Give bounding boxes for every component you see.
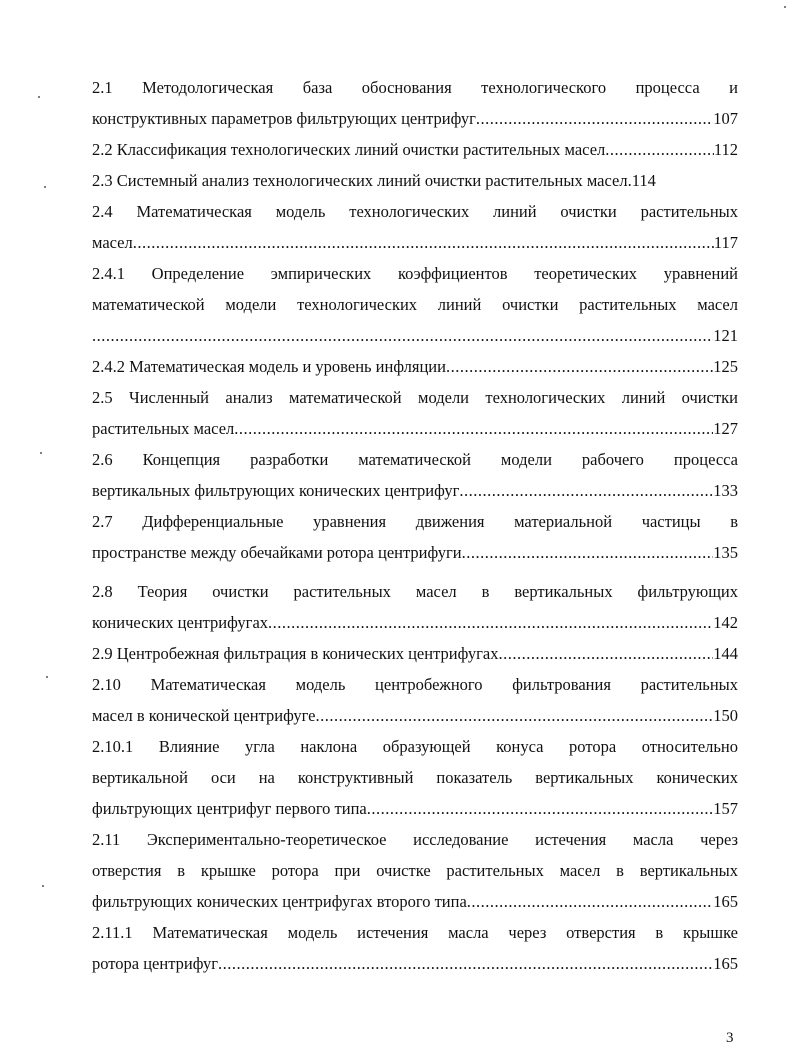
toc-entry-text: растительных масел [92, 419, 235, 438]
dot-leader [476, 103, 713, 134]
toc-entry-last-line [92, 475, 738, 506]
toc-entry-text: фильтрующих центрифуг первого типа [92, 799, 367, 818]
dot-leader [234, 413, 713, 444]
toc-entry-last-line [92, 793, 738, 824]
toc-entry-text: конических центрифугах [92, 613, 269, 632]
toc-entry [92, 824, 738, 917]
toc-entry [92, 258, 738, 351]
toc-entry [92, 134, 738, 165]
toc-entry [92, 669, 738, 731]
toc-entry [92, 165, 738, 196]
toc-entry [92, 351, 738, 382]
toc-entry-text: 2.6 Концепция разработки математической модели рабочего процесса [92, 450, 738, 469]
toc-entry-text: 2.10 Математическая модель центробежного фильтрования растительных [92, 675, 738, 694]
toc-entry [92, 576, 738, 638]
dot-leader [367, 793, 714, 824]
scan-speck [42, 885, 44, 887]
toc-entry [92, 444, 738, 506]
toc-entry-text: 2.3 Системный анализ технологических линий очистки растительных масел. [92, 171, 632, 190]
toc-entry-text: конструктивных параметров фильтрующих центрифуг [92, 109, 476, 128]
toc-entry-last-line [92, 886, 738, 917]
toc-page-number: 112 [713, 140, 738, 159]
toc-page-number: 114 [631, 171, 656, 190]
toc-entry [92, 72, 738, 134]
toc-entry [92, 506, 738, 568]
toc-entry-text: 2.8 Теория очистки растительных масел в вертикальных фильтрующих [92, 582, 738, 601]
toc-entry-text: 2.4.2 Математическая модель и уровень инфляции [92, 357, 446, 376]
toc-entry [92, 638, 738, 669]
toc-entry-text: вертикальной оси на конструктивный показатель вертикальных конических [92, 768, 738, 787]
scan-speck [40, 452, 42, 454]
toc-entry-last-line [92, 413, 738, 444]
toc-entry-text: 2.4.1 Определение эмпирических коэффициентов теоретических уравнений [92, 264, 738, 283]
toc-entry-text: 2.9 Центробежная фильтрация в конических центрифугах [92, 644, 499, 663]
toc-entry-last-line [92, 134, 738, 165]
toc-page-number: 135 [713, 543, 738, 562]
toc-entry-text: масел в конической центрифуге [92, 706, 316, 725]
toc-entry-last-line [92, 607, 738, 638]
dot-leader [467, 886, 713, 917]
toc-entry-last-line [92, 103, 738, 134]
toc-entry-text: 2.10.1 Влияние угла наклона образующей конуса ротора относительно [92, 737, 738, 756]
dot-leader [92, 320, 713, 351]
toc-entry-text: 2.1 Методологическая база обоснования технологического процесса и [92, 78, 738, 97]
toc-page-number: 117 [713, 233, 738, 252]
table-of-contents [92, 72, 738, 979]
toc-page-number: 107 [713, 109, 738, 128]
toc-entry-last-line [92, 320, 738, 351]
page-number: 3 [726, 1030, 734, 1046]
toc-entry-text: пространстве между обечайками ротора центрифуги [92, 543, 462, 562]
toc-page-number: 165 [713, 892, 738, 911]
scan-speck [46, 676, 48, 678]
toc-entry-text: 2.5 Численный анализ математической модели технологических линий очистки [92, 388, 738, 407]
toc-page-number: 125 [713, 357, 738, 376]
dot-leader [446, 351, 713, 382]
toc-page-number: 144 [713, 644, 738, 663]
toc-page-number: 157 [713, 799, 738, 818]
toc-page-number: 133 [713, 481, 738, 500]
toc-entry-last-line [92, 165, 738, 196]
dot-leader [133, 227, 714, 258]
dot-leader [605, 134, 714, 165]
toc-page-number: 121 [713, 326, 738, 345]
toc-entry-text: 2.11.1 Математическая модель истечения масла через отверстия в крышке [92, 923, 738, 942]
toc-entry-text: 2.2 Классификация технологических линий очистки растительных масел [92, 140, 606, 159]
toc-entry-last-line [92, 227, 738, 258]
toc-page-number: 150 [713, 706, 738, 725]
dot-leader [315, 700, 713, 731]
toc-page-number: 165 [713, 954, 738, 973]
toc-entry-text: ротора центрифуг [92, 954, 218, 973]
toc-entry-text: вертикальных фильтрующих конических центрифуг [92, 481, 460, 500]
toc-entry-text: математической модели технологических линий очистки растительных масел [92, 295, 738, 314]
toc-page-number: 142 [713, 613, 738, 632]
toc-entry-text: отверстия в крышке ротора при очистке растительных масел в вертикальных [92, 861, 738, 880]
toc-entry-text: фильтрующих конических центрифугах второго типа [92, 892, 467, 911]
dot-leader [459, 475, 713, 506]
toc-entry-last-line [92, 638, 738, 669]
toc-entry-last-line [92, 700, 738, 731]
toc-entry-text: 2.7 Дифференциальные уравнения движения материальной частицы в [92, 512, 738, 531]
toc-page-number: 127 [713, 419, 738, 438]
dot-leader [498, 638, 713, 669]
scan-speck [784, 6, 786, 8]
toc-entry-last-line [92, 948, 738, 979]
toc-entry [92, 731, 738, 824]
toc-entry [92, 196, 738, 258]
toc-entry [92, 917, 738, 979]
dot-leader [462, 537, 714, 568]
toc-entry-text: 2.11 Экспериментально-теоретическое исследование истечения масла через [92, 830, 738, 849]
toc-entry-text: масел [92, 233, 133, 252]
toc-entry-last-line [92, 351, 738, 382]
scan-speck [44, 186, 46, 188]
scan-speck [38, 96, 40, 98]
toc-entry-last-line [92, 537, 738, 568]
dot-leader [218, 948, 713, 979]
toc-entry-text: 2.4 Математическая модель технологических линий очистки растительных [92, 202, 738, 221]
dot-leader [268, 607, 713, 638]
toc-entry [92, 382, 738, 444]
